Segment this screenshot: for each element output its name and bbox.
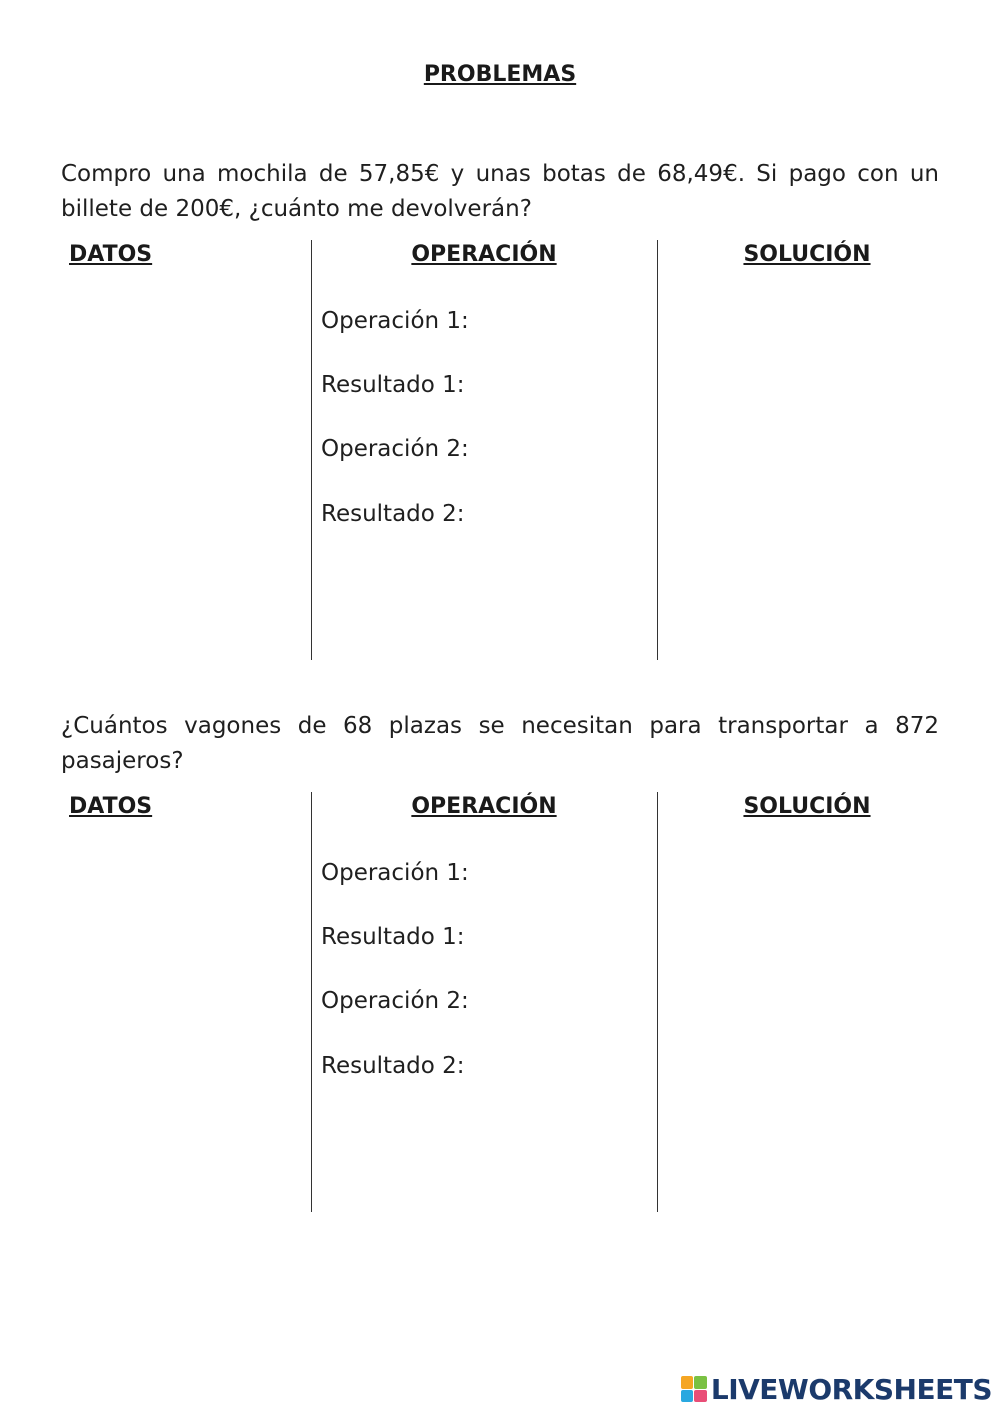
datos-header: DATOS [69,794,153,819]
problem-1-statement: Compro una mochila de 57,85€ y unas botas de 68,49€. Si pago con un billete de 200€, ¿cuánto me devolverán? [61,161,939,222]
operacion-2-label: Operación 2: [321,988,469,1014]
logo-square-icon [694,1376,707,1389]
column-divider [311,792,312,1212]
resultado-1-label: Resultado 1: [321,372,465,398]
operacion-header: OPERACIÓN [411,242,557,267]
resultado-2-label: Resultado 2: [321,1053,465,1079]
logo-square-icon [681,1376,694,1389]
operacion-2-label: Operación 2: [321,436,469,462]
column-divider [311,240,312,660]
resultado-2-label: Resultado 2: [321,501,465,527]
liveworksheets-logo [681,1369,992,1409]
problem-2-statement: ¿Cuántos vagones de 68 plazas se necesitan para transportar a 872 pasajeros? [61,713,939,774]
operacion-header: OPERACIÓN [411,794,557,819]
solucion-header: SOLUCIÓN [743,794,871,819]
operacion-1-label: Operación 1: [321,860,469,886]
logo-square-icon [694,1390,707,1403]
operacion-1-label: Operación 1: [321,308,469,334]
column-divider [657,240,658,660]
solucion-header: SOLUCIÓN [743,242,871,267]
problem-1-answer-table [61,240,939,662]
liveworksheets-logo-icon [681,1376,707,1402]
column-divider [657,792,658,1212]
brand-name: LIVEWORKSHEETS [710,1372,992,1406]
problem-2-answer-table [61,792,939,1214]
page-title: PROBLEMAS [423,62,577,87]
logo-square-icon [681,1390,694,1403]
resultado-1-label: Resultado 1: [321,924,465,950]
datos-header: DATOS [69,242,153,267]
